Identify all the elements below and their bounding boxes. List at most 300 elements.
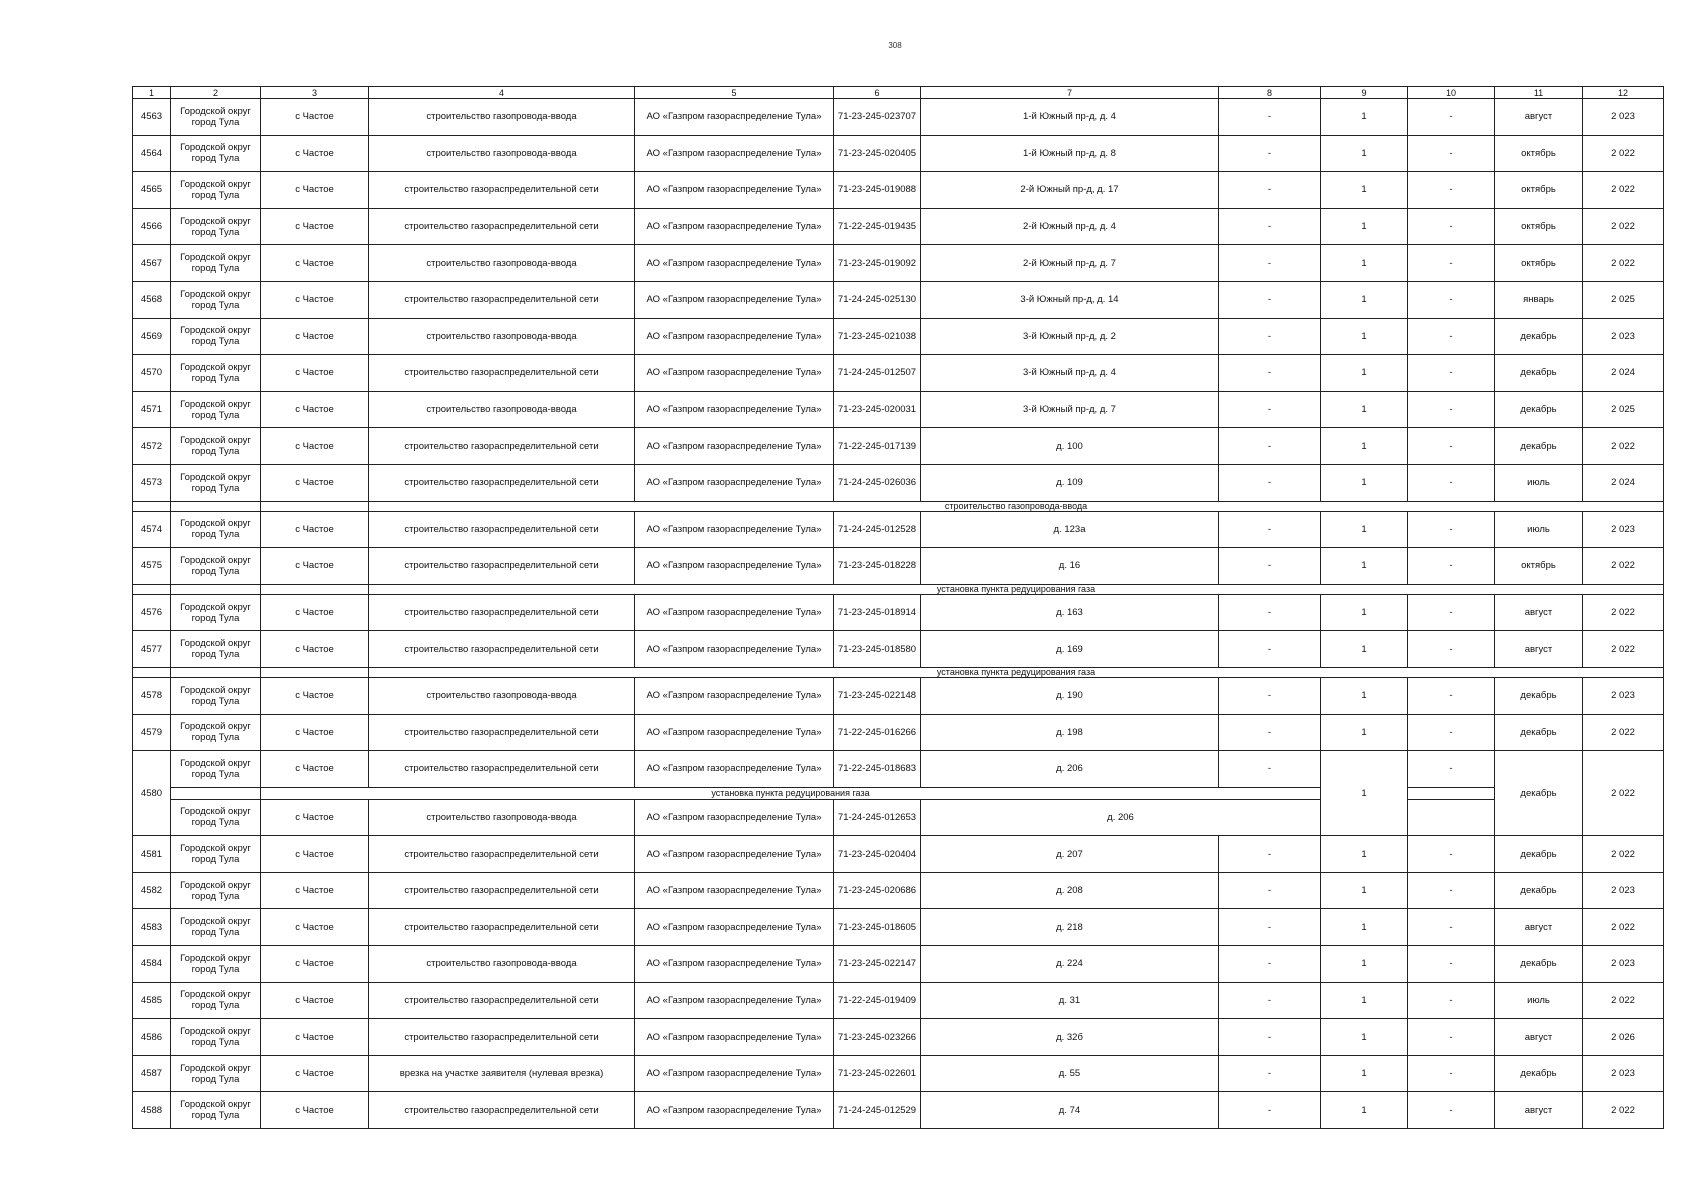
address-cell: д. 224 <box>921 946 1219 983</box>
quantity-cell: 1 <box>1321 751 1408 836</box>
settlement-cell: с Частое <box>261 99 369 136</box>
row-number: 4577 <box>133 631 171 668</box>
year-cell: 2 022 <box>1583 836 1664 873</box>
address-cell: 2-й Южный пр-д, д. 4 <box>921 208 1219 245</box>
quantity-cell: 1 <box>1321 631 1408 668</box>
municipality-line: город Тула <box>191 116 240 128</box>
quantity-cell: 1 <box>1321 1019 1408 1056</box>
empty-cell <box>133 501 171 511</box>
empty-cell <box>133 667 171 677</box>
application-number-cell: 71-23-245-021038 <box>834 318 921 355</box>
note-row <box>133 584 1664 594</box>
column-8-cell: - <box>1219 836 1321 873</box>
quantity-cell: 1 <box>1321 909 1408 946</box>
empty-cell <box>171 584 261 594</box>
column-header: 4 <box>369 87 635 99</box>
table-row <box>133 99 1664 136</box>
organization-cell: АО «Газпром газораспределение Тула» <box>635 799 834 836</box>
table-row <box>133 391 1664 428</box>
row-number: 4585 <box>133 982 171 1019</box>
month-cell: август <box>1495 1019 1583 1056</box>
municipality-line: Городской округ <box>180 215 251 227</box>
settlement-cell: с Частое <box>261 1092 369 1129</box>
row-number: 4574 <box>133 511 171 548</box>
application-number-cell: 71-24-245-012507 <box>834 355 921 392</box>
quantity-cell: 1 <box>1321 464 1408 501</box>
municipality-line: Городской округ <box>180 105 251 117</box>
column-8-cell: - <box>1219 872 1321 909</box>
application-number-cell: 71-24-245-012653 <box>834 799 921 836</box>
municipality-line: Городской округ <box>180 518 251 530</box>
quantity-cell: 1 <box>1321 548 1408 585</box>
address-cell: д. 207 <box>921 836 1219 873</box>
address-cell: 1-й Южный пр-д, д. 8 <box>921 135 1219 172</box>
note-row <box>133 667 1664 677</box>
quantity-cell: 1 <box>1321 594 1408 631</box>
municipality-line: Городской округ <box>180 398 251 410</box>
application-number-cell: 71-23-245-019092 <box>834 245 921 282</box>
table-body <box>133 87 1664 1129</box>
municipality-line: Городской округ <box>180 361 251 373</box>
month-cell: июль <box>1495 982 1583 1019</box>
column-8-cell: - <box>1219 172 1321 209</box>
column-header: 7 <box>921 87 1219 99</box>
row-number: 4578 <box>133 677 171 714</box>
organization-cell: АО «Газпром газораспределение Тула» <box>635 1019 834 1056</box>
table-row <box>133 318 1664 355</box>
year-cell: 2 024 <box>1583 355 1664 392</box>
column-8-cell: - <box>1219 511 1321 548</box>
municipality-line: город Тула <box>191 1110 240 1122</box>
organization-cell: АО «Газпром газораспределение Тула» <box>635 135 834 172</box>
empty-cell <box>261 667 369 677</box>
year-cell: 2 024 <box>1583 464 1664 501</box>
month-cell: август <box>1495 631 1583 668</box>
column-10-cell: - <box>1408 946 1495 983</box>
application-number-cell: 71-22-245-018683 <box>834 751 921 788</box>
work-type-cell: строительство газопровода-ввода <box>369 135 635 172</box>
column-10-cell: - <box>1408 751 1495 788</box>
table-row <box>133 872 1664 909</box>
settlement-cell: с Частое <box>261 631 369 668</box>
column-10-cell: - <box>1408 1092 1495 1129</box>
settlement-cell: с Частое <box>261 428 369 465</box>
work-type-cell: строительство газораспределительной сети <box>369 836 635 873</box>
municipality-line: Городской округ <box>180 879 251 891</box>
column-10-cell: - <box>1408 99 1495 136</box>
work-type-cell: строительство газораспределительной сети <box>369 1019 635 1056</box>
column-8-cell: - <box>1219 135 1321 172</box>
quantity-cell: 1 <box>1321 428 1408 465</box>
settlement-cell: с Частое <box>261 208 369 245</box>
table-row <box>133 909 1664 946</box>
municipality-cell <box>171 982 261 1019</box>
municipality-line: город Тула <box>191 649 240 661</box>
organization-cell: АО «Газпром газораспределение Тула» <box>635 677 834 714</box>
column-10-cell: - <box>1408 836 1495 873</box>
empty-cell <box>171 501 261 511</box>
row-number: 4587 <box>133 1055 171 1092</box>
column-header: 2 <box>171 87 261 99</box>
row-number: 4579 <box>133 714 171 751</box>
organization-cell: АО «Газпром газораспределение Тула» <box>635 281 834 318</box>
application-number-cell: 71-24-245-012529 <box>834 1092 921 1129</box>
municipality-cell <box>171 428 261 465</box>
table-row <box>133 714 1664 751</box>
month-cell: октябрь <box>1495 245 1583 282</box>
organization-cell: АО «Газпром газораспределение Тула» <box>635 318 834 355</box>
municipality-cell <box>171 281 261 318</box>
column-10-cell: - <box>1408 909 1495 946</box>
municipality-line: город Тула <box>191 336 240 348</box>
month-cell: декабрь <box>1495 428 1583 465</box>
table-row <box>133 464 1664 501</box>
column-8-cell: - <box>1219 677 1321 714</box>
month-cell: август <box>1495 1092 1583 1129</box>
municipality-line: город Тула <box>191 446 240 458</box>
municipality-cell <box>171 594 261 631</box>
row-number: 4563 <box>133 99 171 136</box>
settlement-cell: с Частое <box>261 909 369 946</box>
municipality-line: Городской округ <box>180 638 251 650</box>
column-10-cell: - <box>1408 548 1495 585</box>
settlement-cell: с Частое <box>261 281 369 318</box>
year-cell: 2 022 <box>1583 751 1664 836</box>
municipality-line: Городской округ <box>180 952 251 964</box>
address-cell: 3-й Южный пр-д, д. 7 <box>921 391 1219 428</box>
application-number-cell: 71-23-245-018914 <box>834 594 921 631</box>
organization-cell: АО «Газпром газораспределение Тула» <box>635 751 834 788</box>
header-row <box>133 87 1664 99</box>
organization-cell: АО «Газпром газораспределение Тула» <box>635 714 834 751</box>
month-cell: декабрь <box>1495 946 1583 983</box>
row-number: 4566 <box>133 208 171 245</box>
municipality-cell <box>171 511 261 548</box>
address-cell: д. 206 <box>921 799 1321 836</box>
application-number-cell: 71-23-245-023266 <box>834 1019 921 1056</box>
row-number: 4570 <box>133 355 171 392</box>
table-row <box>133 982 1664 1019</box>
municipality-cell <box>171 836 261 873</box>
municipality-line: Городской округ <box>180 1099 251 1111</box>
settlement-cell: с Частое <box>261 982 369 1019</box>
month-cell: октябрь <box>1495 172 1583 209</box>
municipality-line: город Тула <box>191 372 240 384</box>
column-8-cell: - <box>1219 318 1321 355</box>
row-number: 4572 <box>133 428 171 465</box>
application-number-cell: 71-23-245-022601 <box>834 1055 921 1092</box>
empty-cell <box>171 667 261 677</box>
address-cell: д. 206 <box>921 751 1219 788</box>
quantity-cell: 1 <box>1321 946 1408 983</box>
application-number-cell: 71-23-245-022148 <box>834 677 921 714</box>
column-10-cell: - <box>1408 172 1495 209</box>
application-number-cell: 71-23-245-023707 <box>834 99 921 136</box>
year-cell: 2 023 <box>1583 677 1664 714</box>
settlement-cell: с Частое <box>261 172 369 209</box>
settlement-cell: с Частое <box>261 946 369 983</box>
municipality-line: город Тула <box>191 817 240 829</box>
year-cell: 2 022 <box>1583 594 1664 631</box>
quantity-cell: 1 <box>1321 1092 1408 1129</box>
municipality-line: Городской округ <box>180 721 251 733</box>
table-row <box>133 548 1664 585</box>
table-row <box>133 1055 1664 1092</box>
municipality-cell <box>171 909 261 946</box>
note-text: установка пункта редуцирования газа <box>369 667 1664 677</box>
empty-cell <box>261 501 369 511</box>
municipality-cell <box>171 208 261 245</box>
column-8-cell: - <box>1219 281 1321 318</box>
settlement-cell: с Частое <box>261 714 369 751</box>
year-cell: 2 022 <box>1583 135 1664 172</box>
table-row <box>133 1019 1664 1056</box>
application-number-cell: 71-23-245-020031 <box>834 391 921 428</box>
work-type-cell: строительство газопровода-ввода <box>369 677 635 714</box>
work-type-cell: строительство газопровода-ввода <box>369 99 635 136</box>
column-8-cell: - <box>1219 548 1321 585</box>
organization-cell: АО «Газпром газораспределение Тула» <box>635 594 834 631</box>
note-row <box>133 501 1664 511</box>
work-type-cell: строительство газопровода-ввода <box>369 946 635 983</box>
row-number: 4580 <box>133 751 171 836</box>
municipality-line: Городской округ <box>180 916 251 928</box>
municipality-cell <box>171 1055 261 1092</box>
column-8-cell: - <box>1219 428 1321 465</box>
settlement-cell: с Частое <box>261 1019 369 1056</box>
municipality-cell <box>171 631 261 668</box>
address-cell: д. 169 <box>921 631 1219 668</box>
address-cell: 2-й Южный пр-д, д. 7 <box>921 245 1219 282</box>
table-row <box>133 751 1664 788</box>
municipality-line: Городской округ <box>180 684 251 696</box>
month-cell: декабрь <box>1495 318 1583 355</box>
year-cell: 2 023 <box>1583 99 1664 136</box>
work-type-cell: строительство газораспределительной сети <box>369 172 635 209</box>
month-cell: октябрь <box>1495 548 1583 585</box>
column-8-cell: - <box>1219 982 1321 1019</box>
work-type-cell: строительство газораспределительной сети <box>369 428 635 465</box>
municipality-line: город Тула <box>191 1037 240 1049</box>
quantity-cell: 1 <box>1321 391 1408 428</box>
month-cell: декабрь <box>1495 391 1583 428</box>
table-row <box>133 172 1664 209</box>
month-cell: октябрь <box>1495 208 1583 245</box>
row-number: 4583 <box>133 909 171 946</box>
row-number: 4568 <box>133 281 171 318</box>
municipality-line: город Тула <box>191 529 240 541</box>
municipality-line: город Тула <box>191 482 240 494</box>
column-8-cell: - <box>1219 464 1321 501</box>
municipality-line: город Тула <box>191 409 240 421</box>
year-cell: 2 022 <box>1583 208 1664 245</box>
month-cell: декабрь <box>1495 677 1583 714</box>
municipality-cell <box>171 548 261 585</box>
month-cell: август <box>1495 909 1583 946</box>
table-row <box>133 135 1664 172</box>
column-8-cell: - <box>1219 714 1321 751</box>
municipality-line: город Тула <box>191 565 240 577</box>
work-type-cell: строительство газораспределительной сети <box>369 631 635 668</box>
column-10-cell: - <box>1408 631 1495 668</box>
organization-cell: АО «Газпром газораспределение Тула» <box>635 836 834 873</box>
year-cell: 2 023 <box>1583 946 1664 983</box>
organization-cell: АО «Газпром газораспределение Тула» <box>635 99 834 136</box>
table-row <box>133 355 1664 392</box>
month-cell: июль <box>1495 464 1583 501</box>
municipality-cell <box>171 872 261 909</box>
quantity-cell: 1 <box>1321 982 1408 1019</box>
settlement-cell: с Частое <box>261 355 369 392</box>
work-type-cell: строительство газораспределительной сети <box>369 909 635 946</box>
address-cell: д. 163 <box>921 594 1219 631</box>
organization-cell: АО «Газпром газораспределение Тула» <box>635 982 834 1019</box>
work-type-cell: строительство газораспределительной сети <box>369 511 635 548</box>
application-number-cell: 71-23-245-020404 <box>834 836 921 873</box>
organization-cell: АО «Газпром газораспределение Тула» <box>635 548 834 585</box>
organization-cell: АО «Газпром газораспределение Тула» <box>635 1055 834 1092</box>
row-number: 4567 <box>133 245 171 282</box>
month-cell: август <box>1495 99 1583 136</box>
table-row <box>133 677 1664 714</box>
table-row <box>133 631 1664 668</box>
municipality-line: Городской округ <box>180 989 251 1001</box>
work-type-cell: строительство газораспределительной сети <box>369 355 635 392</box>
quantity-cell: 1 <box>1321 1055 1408 1092</box>
municipality-cell <box>171 391 261 428</box>
municipality-cell <box>171 1092 261 1129</box>
address-cell: д. 16 <box>921 548 1219 585</box>
column-8-cell: - <box>1219 208 1321 245</box>
quantity-cell: 1 <box>1321 99 1408 136</box>
address-cell: 2-й Южный пр-д, д. 17 <box>921 172 1219 209</box>
table-row <box>133 428 1664 465</box>
municipality-line: Городской округ <box>180 554 251 566</box>
quantity-cell: 1 <box>1321 872 1408 909</box>
application-number-cell: 71-23-245-018228 <box>834 548 921 585</box>
column-10-cell: - <box>1408 318 1495 355</box>
register-table <box>132 86 1664 1129</box>
column-10-cell: - <box>1408 1019 1495 1056</box>
column-8-cell: - <box>1219 751 1321 788</box>
application-number-cell: 71-23-245-018605 <box>834 909 921 946</box>
year-cell: 2 022 <box>1583 548 1664 585</box>
note-text: установка пункта редуцирования газа <box>261 787 1321 799</box>
address-cell: 3-й Южный пр-д, д. 4 <box>921 355 1219 392</box>
address-cell: д. 218 <box>921 909 1219 946</box>
row-number: 4569 <box>133 318 171 355</box>
column-10-cell: - <box>1408 1055 1495 1092</box>
empty-cell <box>1408 799 1495 836</box>
settlement-cell: с Частое <box>261 677 369 714</box>
quantity-cell: 1 <box>1321 714 1408 751</box>
application-number-cell: 71-22-245-019435 <box>834 208 921 245</box>
municipality-cell <box>171 135 261 172</box>
organization-cell: АО «Газпром газораспределение Тула» <box>635 1092 834 1129</box>
year-cell: 2 025 <box>1583 281 1664 318</box>
application-number-cell: 71-22-245-019409 <box>834 982 921 1019</box>
column-10-cell: - <box>1408 245 1495 282</box>
settlement-cell: с Частое <box>261 799 369 836</box>
column-header: 6 <box>834 87 921 99</box>
row-number: 4565 <box>133 172 171 209</box>
organization-cell: АО «Газпром газораспределение Тула» <box>635 464 834 501</box>
column-10-cell: - <box>1408 391 1495 428</box>
settlement-cell: с Частое <box>261 836 369 873</box>
column-10-cell: - <box>1408 428 1495 465</box>
settlement-cell: с Частое <box>261 511 369 548</box>
municipality-line: город Тула <box>191 153 240 165</box>
settlement-cell: с Частое <box>261 1055 369 1092</box>
column-header: 8 <box>1219 87 1321 99</box>
month-cell: декабрь <box>1495 1055 1583 1092</box>
organization-cell: АО «Газпром газораспределение Тула» <box>635 428 834 465</box>
municipality-line: Городской округ <box>180 325 251 337</box>
municipality-line: Городской округ <box>180 288 251 300</box>
application-number-cell: 71-23-245-019088 <box>834 172 921 209</box>
municipality-line: город Тула <box>191 189 240 201</box>
column-10-cell: - <box>1408 872 1495 909</box>
municipality-cell <box>171 99 261 136</box>
year-cell: 2 023 <box>1583 511 1664 548</box>
quantity-cell: 1 <box>1321 135 1408 172</box>
year-cell: 2 022 <box>1583 245 1664 282</box>
municipality-line: город Тула <box>191 890 240 902</box>
work-type-cell: строительство газопровода-ввода <box>369 391 635 428</box>
municipality-cell <box>171 946 261 983</box>
empty-cell <box>1408 787 1495 799</box>
table-row <box>133 799 1664 836</box>
organization-cell: АО «Газпром газораспределение Тула» <box>635 172 834 209</box>
quantity-cell: 1 <box>1321 208 1408 245</box>
application-number-cell: 71-23-245-018580 <box>834 631 921 668</box>
municipality-line: Городской округ <box>180 471 251 483</box>
work-type-cell: врезка на участке заявителя (нулевая врезка) <box>369 1055 635 1092</box>
municipality-cell <box>171 1019 261 1056</box>
municipality-line: Городской округ <box>180 252 251 264</box>
column-8-cell: - <box>1219 99 1321 136</box>
work-type-cell: строительство газопровода-ввода <box>369 245 635 282</box>
table-row <box>133 245 1664 282</box>
application-number-cell: 71-22-245-017139 <box>834 428 921 465</box>
organization-cell: АО «Газпром газораспределение Тула» <box>635 245 834 282</box>
municipality-cell <box>171 172 261 209</box>
municipality-cell <box>171 355 261 392</box>
application-number-cell: 71-23-245-022147 <box>834 946 921 983</box>
table-row <box>133 1092 1664 1129</box>
table-row <box>133 594 1664 631</box>
year-cell: 2 022 <box>1583 909 1664 946</box>
row-number: 4584 <box>133 946 171 983</box>
municipality-line: город Тула <box>191 732 240 744</box>
municipality-cell <box>171 245 261 282</box>
municipality-cell <box>171 318 261 355</box>
municipality-cell <box>171 714 261 751</box>
address-cell: д. 74 <box>921 1092 1219 1129</box>
quantity-cell: 1 <box>1321 836 1408 873</box>
municipality-line: город Тула <box>191 612 240 624</box>
address-cell: д. 198 <box>921 714 1219 751</box>
empty-cell <box>133 584 171 594</box>
address-cell: д. 208 <box>921 872 1219 909</box>
quantity-cell: 1 <box>1321 511 1408 548</box>
row-number: 4586 <box>133 1019 171 1056</box>
month-cell: октябрь <box>1495 135 1583 172</box>
year-cell: 2 022 <box>1583 1092 1664 1129</box>
municipality-line: Городской округ <box>180 178 251 190</box>
settlement-cell: с Частое <box>261 872 369 909</box>
year-cell: 2 025 <box>1583 391 1664 428</box>
